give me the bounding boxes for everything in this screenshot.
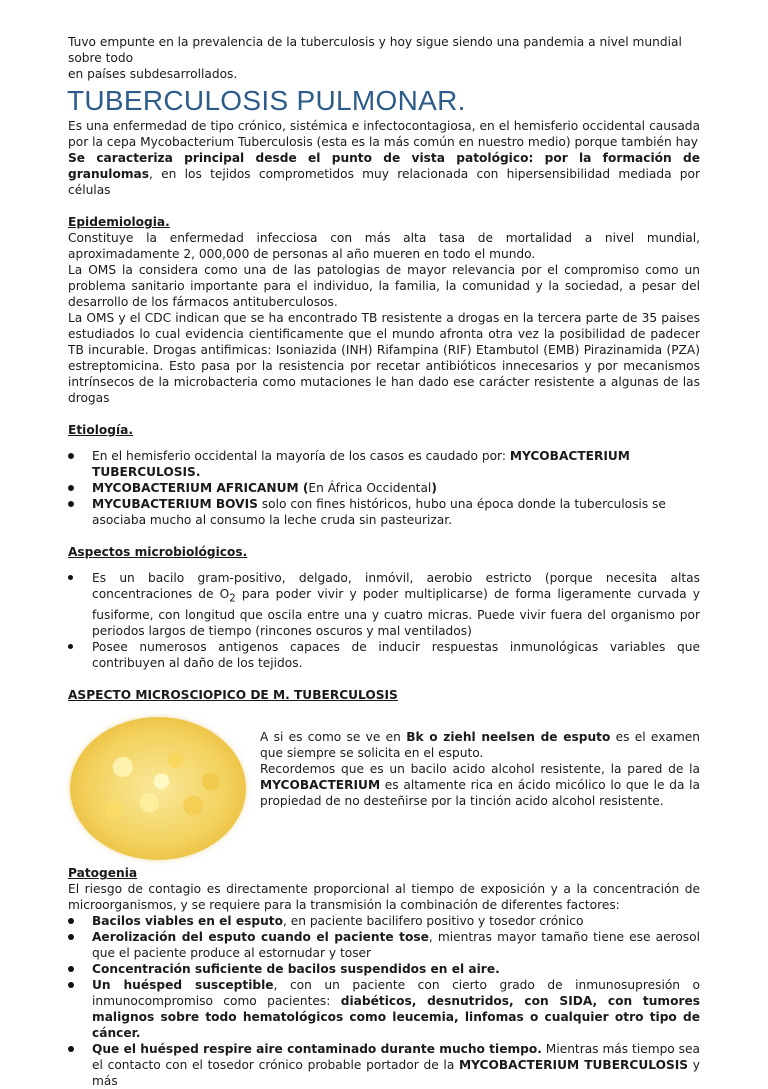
microscopico-heading: ASPECTO MICROSCIOPICO DE M. TUBERCULOSIS [68,688,398,703]
bullet-icon [68,982,74,988]
overview-bold: Se caracteriza principal desde el punto de vista patológico: por la formación de granulomas [68,151,700,181]
overview-paragraph [68,118,700,198]
bullet-icon [68,644,73,649]
list-item: Un huésped susceptible, con un paciente con cierto grado de inmunosupresión o inmunocompromiso como pacientes: diabéticos, desnutridos, con SIDA, con tumores malignos sobre todo hematológicos como leucemia, linfomas o cualquier otro tipo de cáncer. [68,977,700,1041]
bullet-icon [68,934,74,940]
overview-text-1: Es una enfermedad de tipo crónico, sistémica e infectocontagiosa, en el hemisferio occidental causada por la cepa Mycobacterium Tuberculosis (esta es la más común en nuestro medio) porque también hay [68,119,700,149]
list-item: MYCOBACTERIUM AFRICANUM (En África Occidental) [68,480,700,496]
etiologia-list [68,448,700,528]
microscope-image [70,717,246,860]
overview-text-2: , en los tejidos comprometidos muy relacionada con hipersensibilidad mediada por células [68,167,700,197]
document-page [68,34,700,1089]
microbiologicos-heading: Aspectos microbiológicos. [68,545,248,559]
bullet-icon [68,453,74,459]
list-item: Que el huésped respire aire contaminado durante mucho tiempo. Mientras más tiempo sea el contacto con el tosedor crónico probable portador de la MYCOBACTERIUM TUBERCULOSIS y más [68,1041,700,1089]
epidemiologia-paragraph-1: Constituye la enfermedad infecciosa con más alta tasa de mortalidad a nivel mundial, aproximadamente 2, 000,000 de personas al año mueren en todo el mundo. [68,231,700,261]
bullet-icon [68,966,74,972]
microscopico-section [68,711,700,861]
epidemiologia-heading: Epidemiologia. [68,215,170,229]
patogenia-list [68,913,700,1089]
bullet-icon [68,1046,74,1052]
microbiologicos-list [68,570,700,671]
intro-paragraph [68,34,700,82]
document-title: TUBERCULOSIS PULMONAR. [67,85,466,116]
list-item: En el hemisferio occidental la mayoría de los casos es caudado por: MYCOBACTERIUM TUBERCULOSIS. [68,448,700,480]
list-item: Posee numerosos antigenos capaces de inducir respuestas inmunológicas variables que contribuyen al daño de los tejidos. [68,639,700,671]
list-item: MYCUBACTERIUM BOVIS solo con fines históricos, hubo una época donde la tuberculosis se asociaba mucho al consumo la leche cruda sin pasteurizar. [68,496,700,528]
bullet-icon [68,575,73,580]
list-item: Bacilos viables en el esputo, en paciente bacilifero positivo y tosedor crónico [68,913,700,929]
epidemiologia-paragraph-2: La OMS la considera como una de las patologias de mayor relevancia por el compromiso como un problema sanitario importante para el individuo, la familia, la comunidad y la sociedad, a pesar del desarrollo de los fármacos antituberculosos. [68,263,700,309]
intro-line-1: Tuvo empunte en la prevalencia de la tuberculosis y hoy sigue siendo una pandemia a nivel mundial sobre todo [68,35,682,65]
microscopico-text: A si es como se ve en Bk o ziehl neelsen de esputo es el examen que siempre se solicita en el esputo. Recordemos que es un bacilo acido alcohol resistente, la pared de la MYCOBACTERIUM es altamente rica en ácido micólico lo que le da la propiedad de no desteñirse por la tinción acido alcohol resistente. [260,730,700,809]
patogenia-heading: Patogenia [68,866,138,881]
bullet-icon [68,918,74,924]
bullet-icon [68,501,74,507]
list-item: Aerolización del esputo cuando el paciente tose, mientras mayor tamaño tiene ese aerosol que el paciente produce al estornudar y toser [68,929,700,961]
list-item: Es un bacilo gram-positivo, delgado, inmóvil, aerobio estricto (porque necesita altas concentraciones de $O_2$ para poder vivir y poder multiplicarse) de forma ligeramente curvada y fusiforme, con longitud que oscila entre una y cuatro micras. Puede vivir fuera del organismo por periodos largos de tiempo (rincones oscuros y mal ventilados) [68,570,700,639]
bullet-icon [68,485,74,491]
intro-line-2: en países subdesarrollados. [68,67,238,81]
epidemiologia-paragraph-3: La OMS y el CDC indican que se ha encontrado TB resistente a drogas en la tercera parte de 35 paises estudiados lo cual evidencia cientificamente que el mundo afronta otra vez la posibilidad de padecer TB incurable. Drogas antifimicas: Isoniazida (INH) Rifampina (RIF) Etambutol (EMB) Pirazinamida (PZA) estreptomicina. Esto pasa por la resistencia por recetar antibióticos innecesarios y por mecanismos intrínsecos de la microbacteria como mutaciones le han dado ese carácter resistente a algunas de las drogas [68,311,700,405]
patogenia-paragraph: El riesgo de contagio es directamente proporcional al tiempo de exposición y a la concentración de microorganismos, y se requiere para la transmisión la combinación de diferentes factores: [68,882,700,913]
list-item: Concentración suficiente de bacilos suspendidos en el aire. [68,961,700,977]
etiologia-heading: Etiología. [68,423,134,437]
